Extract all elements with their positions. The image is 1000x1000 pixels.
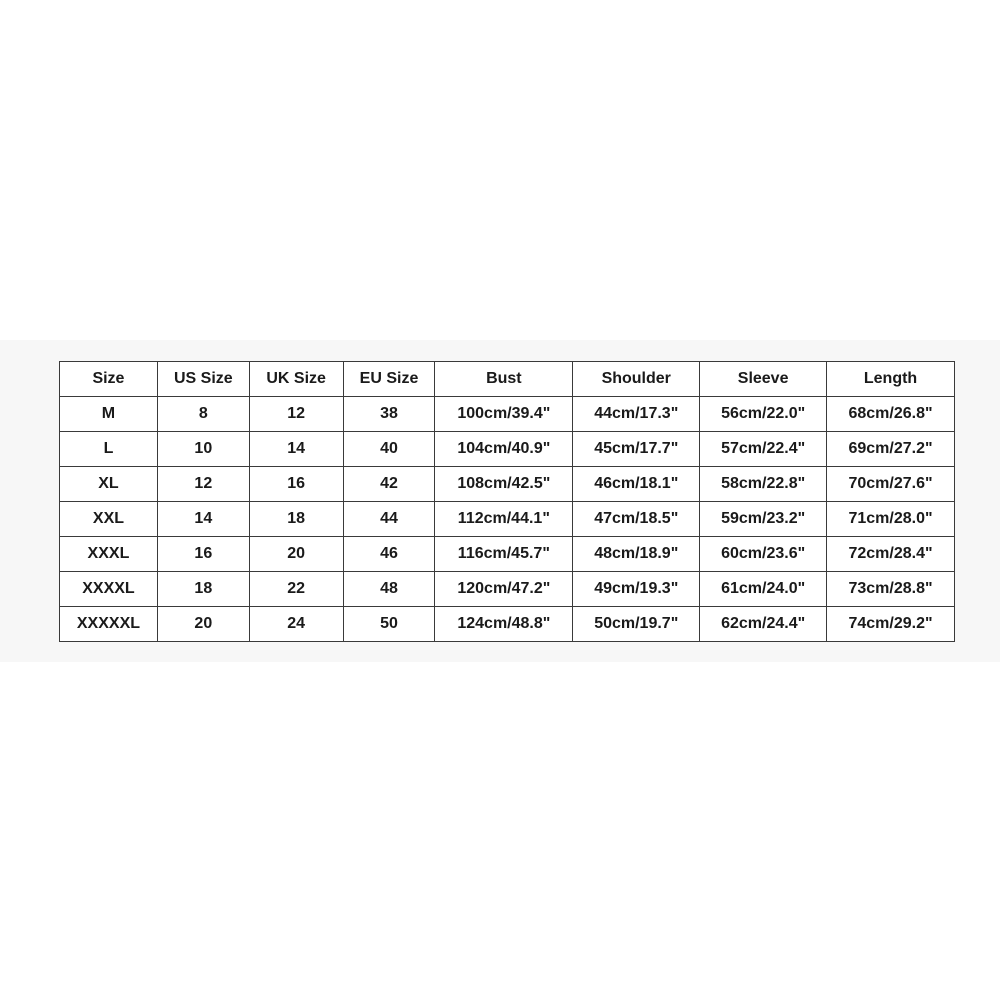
table-row bbox=[60, 502, 955, 537]
header-eu-size: EU Size bbox=[343, 362, 435, 397]
cell-length: 72cm/28.4" bbox=[827, 537, 955, 572]
cell-us-size: 14 bbox=[157, 502, 249, 537]
cell-us-size: 12 bbox=[157, 467, 249, 502]
header-shoulder: Shoulder bbox=[573, 362, 700, 397]
cell-uk-size: 16 bbox=[249, 467, 343, 502]
cell-length: 73cm/28.8" bbox=[827, 572, 955, 607]
cell-eu-size: 50 bbox=[343, 607, 435, 642]
cell-uk-size: 12 bbox=[249, 397, 343, 432]
cell-sleeve: 59cm/23.2" bbox=[700, 502, 827, 537]
cell-size: XXXXXL bbox=[60, 607, 158, 642]
cell-sleeve: 61cm/24.0" bbox=[700, 572, 827, 607]
cell-sleeve: 62cm/24.4" bbox=[700, 607, 827, 642]
cell-shoulder: 44cm/17.3" bbox=[573, 397, 700, 432]
table-row bbox=[60, 607, 955, 642]
cell-sleeve: 58cm/22.8" bbox=[700, 467, 827, 502]
cell-eu-size: 38 bbox=[343, 397, 435, 432]
cell-eu-size: 46 bbox=[343, 537, 435, 572]
cell-size: XXXXL bbox=[60, 572, 158, 607]
cell-sleeve: 56cm/22.0" bbox=[700, 397, 827, 432]
cell-shoulder: 49cm/19.3" bbox=[573, 572, 700, 607]
cell-uk-size: 22 bbox=[249, 572, 343, 607]
cell-eu-size: 42 bbox=[343, 467, 435, 502]
cell-shoulder: 48cm/18.9" bbox=[573, 537, 700, 572]
cell-uk-size: 24 bbox=[249, 607, 343, 642]
cell-eu-size: 48 bbox=[343, 572, 435, 607]
header-length: Length bbox=[827, 362, 955, 397]
cell-sleeve: 57cm/22.4" bbox=[700, 432, 827, 467]
table-row bbox=[60, 537, 955, 572]
table-row bbox=[60, 432, 955, 467]
cell-length: 74cm/29.2" bbox=[827, 607, 955, 642]
header-uk-size: UK Size bbox=[249, 362, 343, 397]
cell-length: 70cm/27.6" bbox=[827, 467, 955, 502]
cell-us-size: 10 bbox=[157, 432, 249, 467]
cell-length: 68cm/26.8" bbox=[827, 397, 955, 432]
cell-size: XXL bbox=[60, 502, 158, 537]
cell-size: XL bbox=[60, 467, 158, 502]
cell-shoulder: 50cm/19.7" bbox=[573, 607, 700, 642]
cell-bust: 116cm/45.7" bbox=[435, 537, 573, 572]
cell-sleeve: 60cm/23.6" bbox=[700, 537, 827, 572]
cell-length: 71cm/28.0" bbox=[827, 502, 955, 537]
cell-bust: 120cm/47.2" bbox=[435, 572, 573, 607]
cell-uk-size: 18 bbox=[249, 502, 343, 537]
table-header-row bbox=[60, 362, 955, 397]
table-row bbox=[60, 467, 955, 502]
header-bust: Bust bbox=[435, 362, 573, 397]
cell-us-size: 8 bbox=[157, 397, 249, 432]
header-sleeve: Sleeve bbox=[700, 362, 827, 397]
cell-size: XXXL bbox=[60, 537, 158, 572]
cell-eu-size: 40 bbox=[343, 432, 435, 467]
cell-us-size: 20 bbox=[157, 607, 249, 642]
cell-bust: 112cm/44.1" bbox=[435, 502, 573, 537]
table-row bbox=[60, 572, 955, 607]
table-row bbox=[60, 397, 955, 432]
cell-uk-size: 14 bbox=[249, 432, 343, 467]
cell-shoulder: 47cm/18.5" bbox=[573, 502, 700, 537]
cell-eu-size: 44 bbox=[343, 502, 435, 537]
cell-size: M bbox=[60, 397, 158, 432]
cell-length: 69cm/27.2" bbox=[827, 432, 955, 467]
cell-size: L bbox=[60, 432, 158, 467]
cell-shoulder: 46cm/18.1" bbox=[573, 467, 700, 502]
cell-us-size: 18 bbox=[157, 572, 249, 607]
cell-bust: 124cm/48.8" bbox=[435, 607, 573, 642]
header-size: Size bbox=[60, 362, 158, 397]
cell-bust: 104cm/40.9" bbox=[435, 432, 573, 467]
cell-uk-size: 20 bbox=[249, 537, 343, 572]
cell-bust: 100cm/39.4" bbox=[435, 397, 573, 432]
size-chart-table bbox=[59, 361, 955, 642]
cell-bust: 108cm/42.5" bbox=[435, 467, 573, 502]
cell-us-size: 16 bbox=[157, 537, 249, 572]
header-us-size: US Size bbox=[157, 362, 249, 397]
cell-shoulder: 45cm/17.7" bbox=[573, 432, 700, 467]
